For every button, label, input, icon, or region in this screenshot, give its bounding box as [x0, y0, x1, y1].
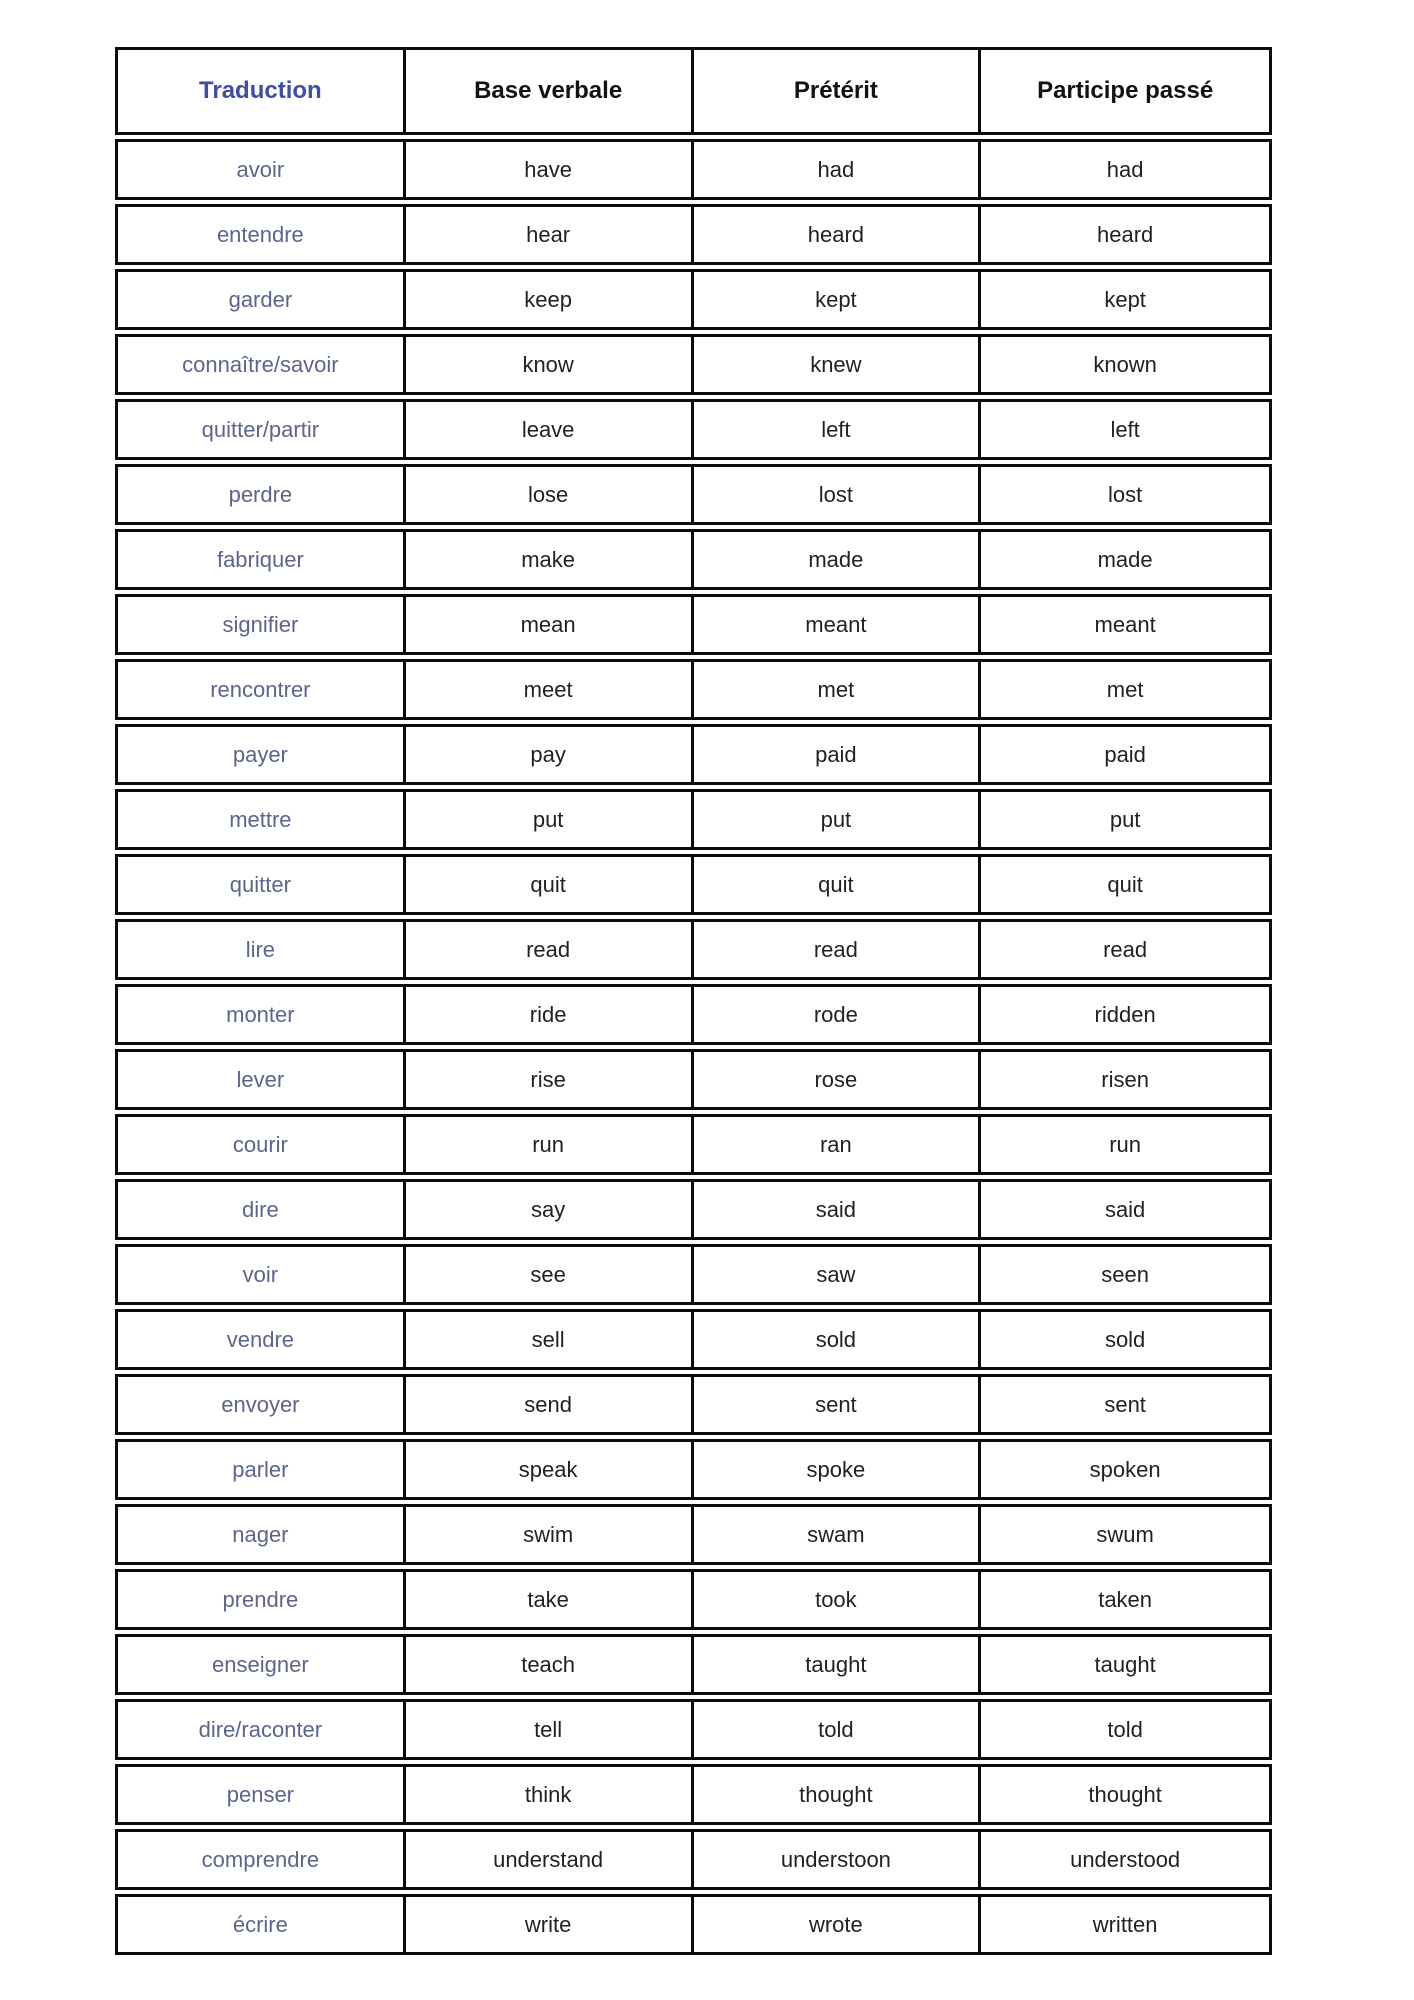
cell-traduction: nager: [118, 1507, 406, 1562]
cell-traduction: envoyer: [118, 1377, 406, 1432]
cell-participe-passe: kept: [1104, 287, 1146, 312]
cell-base-verbale: sell: [406, 1312, 694, 1367]
cell-traduction: mettre: [118, 792, 406, 847]
cell-base-verbale: put: [406, 792, 694, 847]
cell-preterit: kept: [694, 272, 982, 327]
cell-base-verbale: know: [406, 337, 694, 392]
cell-preterit: thought: [694, 1767, 982, 1822]
header-participe-passe: Participe passé: [1037, 77, 1214, 104]
table-row: [115, 659, 1272, 720]
cell-preterit: understoon: [694, 1832, 982, 1887]
cell-base-verbale: lose: [406, 467, 694, 522]
cell-preterit: ran: [694, 1117, 982, 1172]
table-row: [115, 204, 1272, 265]
table-row: [115, 1569, 1272, 1630]
table-header-row: [115, 47, 1272, 135]
cell-base-verbale: leave: [406, 402, 694, 457]
cell-participe-passe: told: [1107, 1717, 1143, 1742]
cell-base-verbale: hear: [406, 207, 694, 262]
cell-traduction: quitter: [118, 857, 406, 912]
table-body: [115, 139, 1272, 1955]
cell-traduction: courir: [118, 1117, 406, 1172]
cell-preterit: put: [694, 792, 982, 847]
cell-base-verbale: swim: [406, 1507, 694, 1562]
cell-traduction: prendre: [118, 1572, 406, 1627]
table-row: [115, 789, 1272, 850]
cell-preterit: knew: [694, 337, 982, 392]
table-row: [115, 1504, 1272, 1565]
cell-participe-passe: seen: [1101, 1262, 1149, 1287]
cell-traduction: parler: [118, 1442, 406, 1497]
cell-preterit: sent: [694, 1377, 982, 1432]
header-traduction: Traduction: [118, 50, 406, 132]
cell-base-verbale: run: [406, 1117, 694, 1172]
cell-traduction: lever: [118, 1052, 406, 1107]
cell-preterit: saw: [694, 1247, 982, 1302]
header-base-verbale: Base verbale: [406, 50, 694, 132]
cell-preterit: taught: [694, 1637, 982, 1692]
table-row: [115, 464, 1272, 525]
cell-base-verbale: see: [406, 1247, 694, 1302]
cell-base-verbale: write: [406, 1897, 694, 1952]
cell-participe-passe: met: [1106, 677, 1144, 702]
cell-traduction: garder: [118, 272, 406, 327]
cell-preterit: paid: [694, 727, 982, 782]
cell-participe-passe: made: [1097, 547, 1153, 572]
cell-preterit: lost: [694, 467, 982, 522]
table-row: [115, 1244, 1272, 1305]
table-row: [115, 984, 1272, 1045]
cell-preterit: told: [694, 1702, 982, 1757]
cell-participe-passe: heard: [1096, 222, 1154, 247]
cell-base-verbale: rise: [406, 1052, 694, 1107]
table-row: [115, 919, 1272, 980]
cell-base-verbale: speak: [406, 1442, 694, 1497]
cell-preterit: made: [694, 532, 982, 587]
cell-traduction: enseigner: [118, 1637, 406, 1692]
cell-participe-passe: put: [1109, 807, 1141, 832]
cell-traduction: lire: [118, 922, 406, 977]
cell-participe-passe: read: [1103, 937, 1148, 962]
cell-preterit: rode: [694, 987, 982, 1042]
table-row: [115, 1829, 1272, 1890]
cell-base-verbale: have: [406, 142, 694, 197]
cell-participe-passe: sent: [1104, 1392, 1146, 1417]
cell-traduction: entendre: [118, 207, 406, 262]
table-row: [115, 854, 1272, 915]
cell-participe-passe: ridden: [1094, 1002, 1156, 1027]
cell-preterit: swam: [694, 1507, 982, 1562]
cell-preterit: wrote: [694, 1897, 982, 1952]
cell-participe-passe: quit: [1107, 872, 1143, 897]
cell-preterit: rose: [694, 1052, 982, 1107]
cell-participe-passe: known: [1093, 352, 1157, 377]
cell-preterit: met: [694, 662, 982, 717]
cell-participe-passe: spoken: [1089, 1457, 1161, 1482]
table-row: [115, 399, 1272, 460]
header-preterit: Prétérit: [694, 50, 982, 132]
cell-traduction: avoir: [118, 142, 406, 197]
cell-preterit: read: [694, 922, 982, 977]
cell-participe-passe: swum: [1096, 1522, 1154, 1547]
cell-participe-passe: written: [1092, 1912, 1158, 1937]
cell-traduction: monter: [118, 987, 406, 1042]
cell-preterit: took: [694, 1572, 982, 1627]
cell-preterit: had: [694, 142, 982, 197]
cell-base-verbale: pay: [406, 727, 694, 782]
cell-base-verbale: meet: [406, 662, 694, 717]
cell-traduction: écrire: [118, 1897, 406, 1952]
cell-base-verbale: tell: [406, 1702, 694, 1757]
cell-base-verbale: say: [406, 1182, 694, 1237]
cell-traduction: dire/raconter: [118, 1702, 406, 1757]
cell-participe-passe: thought: [1088, 1782, 1162, 1807]
table-row: [115, 1439, 1272, 1500]
cell-base-verbale: make: [406, 532, 694, 587]
cell-base-verbale: quit: [406, 857, 694, 912]
cell-base-verbale: ride: [406, 987, 694, 1042]
table-row: [115, 1179, 1272, 1240]
cell-base-verbale: understand: [406, 1832, 694, 1887]
table-row: [115, 139, 1272, 200]
cell-participe-passe: understood: [1070, 1847, 1181, 1872]
table-row: [115, 529, 1272, 590]
cell-traduction: voir: [118, 1247, 406, 1302]
cell-traduction: payer: [118, 727, 406, 782]
table-row: [115, 1764, 1272, 1825]
cell-participe-passe: lost: [1108, 482, 1143, 507]
table-row: [115, 269, 1272, 330]
cell-participe-passe: taught: [1094, 1652, 1156, 1677]
cell-base-verbale: think: [406, 1767, 694, 1822]
irregular-verbs-table: [115, 47, 1272, 1955]
table-row: [115, 1114, 1272, 1175]
cell-participe-passe: sold: [1104, 1327, 1146, 1352]
table-row: [115, 1049, 1272, 1110]
cell-traduction: signifier: [118, 597, 406, 652]
cell-traduction: perdre: [118, 467, 406, 522]
cell-participe-passe: said: [1104, 1197, 1146, 1222]
table-row: [115, 334, 1272, 395]
cell-participe-passe: risen: [1101, 1067, 1149, 1092]
cell-traduction: fabriquer: [118, 532, 406, 587]
cell-traduction: dire: [118, 1182, 406, 1237]
cell-participe-passe: left: [1110, 417, 1140, 442]
table-row: [115, 1699, 1272, 1760]
table-row: [115, 1374, 1272, 1435]
cell-preterit: quit: [694, 857, 982, 912]
cell-preterit: sold: [694, 1312, 982, 1367]
cell-traduction: comprendre: [118, 1832, 406, 1887]
cell-base-verbale: send: [406, 1377, 694, 1432]
table-row: [115, 1309, 1272, 1370]
cell-base-verbale: mean: [406, 597, 694, 652]
table-row: [115, 724, 1272, 785]
cell-participe-passe: run: [1109, 1132, 1142, 1157]
cell-participe-passe: had: [1106, 157, 1144, 182]
cell-base-verbale: read: [406, 922, 694, 977]
cell-traduction: rencontrer: [118, 662, 406, 717]
cell-traduction: penser: [118, 1767, 406, 1822]
cell-traduction: connaître/savoir: [118, 337, 406, 392]
table-row: [115, 1634, 1272, 1695]
cell-base-verbale: keep: [406, 272, 694, 327]
cell-participe-passe: meant: [1094, 612, 1156, 637]
cell-participe-passe: paid: [1104, 742, 1146, 767]
cell-preterit: spoke: [694, 1442, 982, 1497]
cell-base-verbale: take: [406, 1572, 694, 1627]
cell-preterit: heard: [694, 207, 982, 262]
table-row: [115, 1894, 1272, 1955]
cell-preterit: said: [694, 1182, 982, 1237]
table-row: [115, 594, 1272, 655]
cell-preterit: meant: [694, 597, 982, 652]
cell-traduction: vendre: [118, 1312, 406, 1367]
cell-participe-passe: taken: [1098, 1587, 1153, 1612]
cell-base-verbale: teach: [406, 1637, 694, 1692]
cell-traduction: quitter/partir: [118, 402, 406, 457]
cell-preterit: left: [694, 402, 982, 457]
